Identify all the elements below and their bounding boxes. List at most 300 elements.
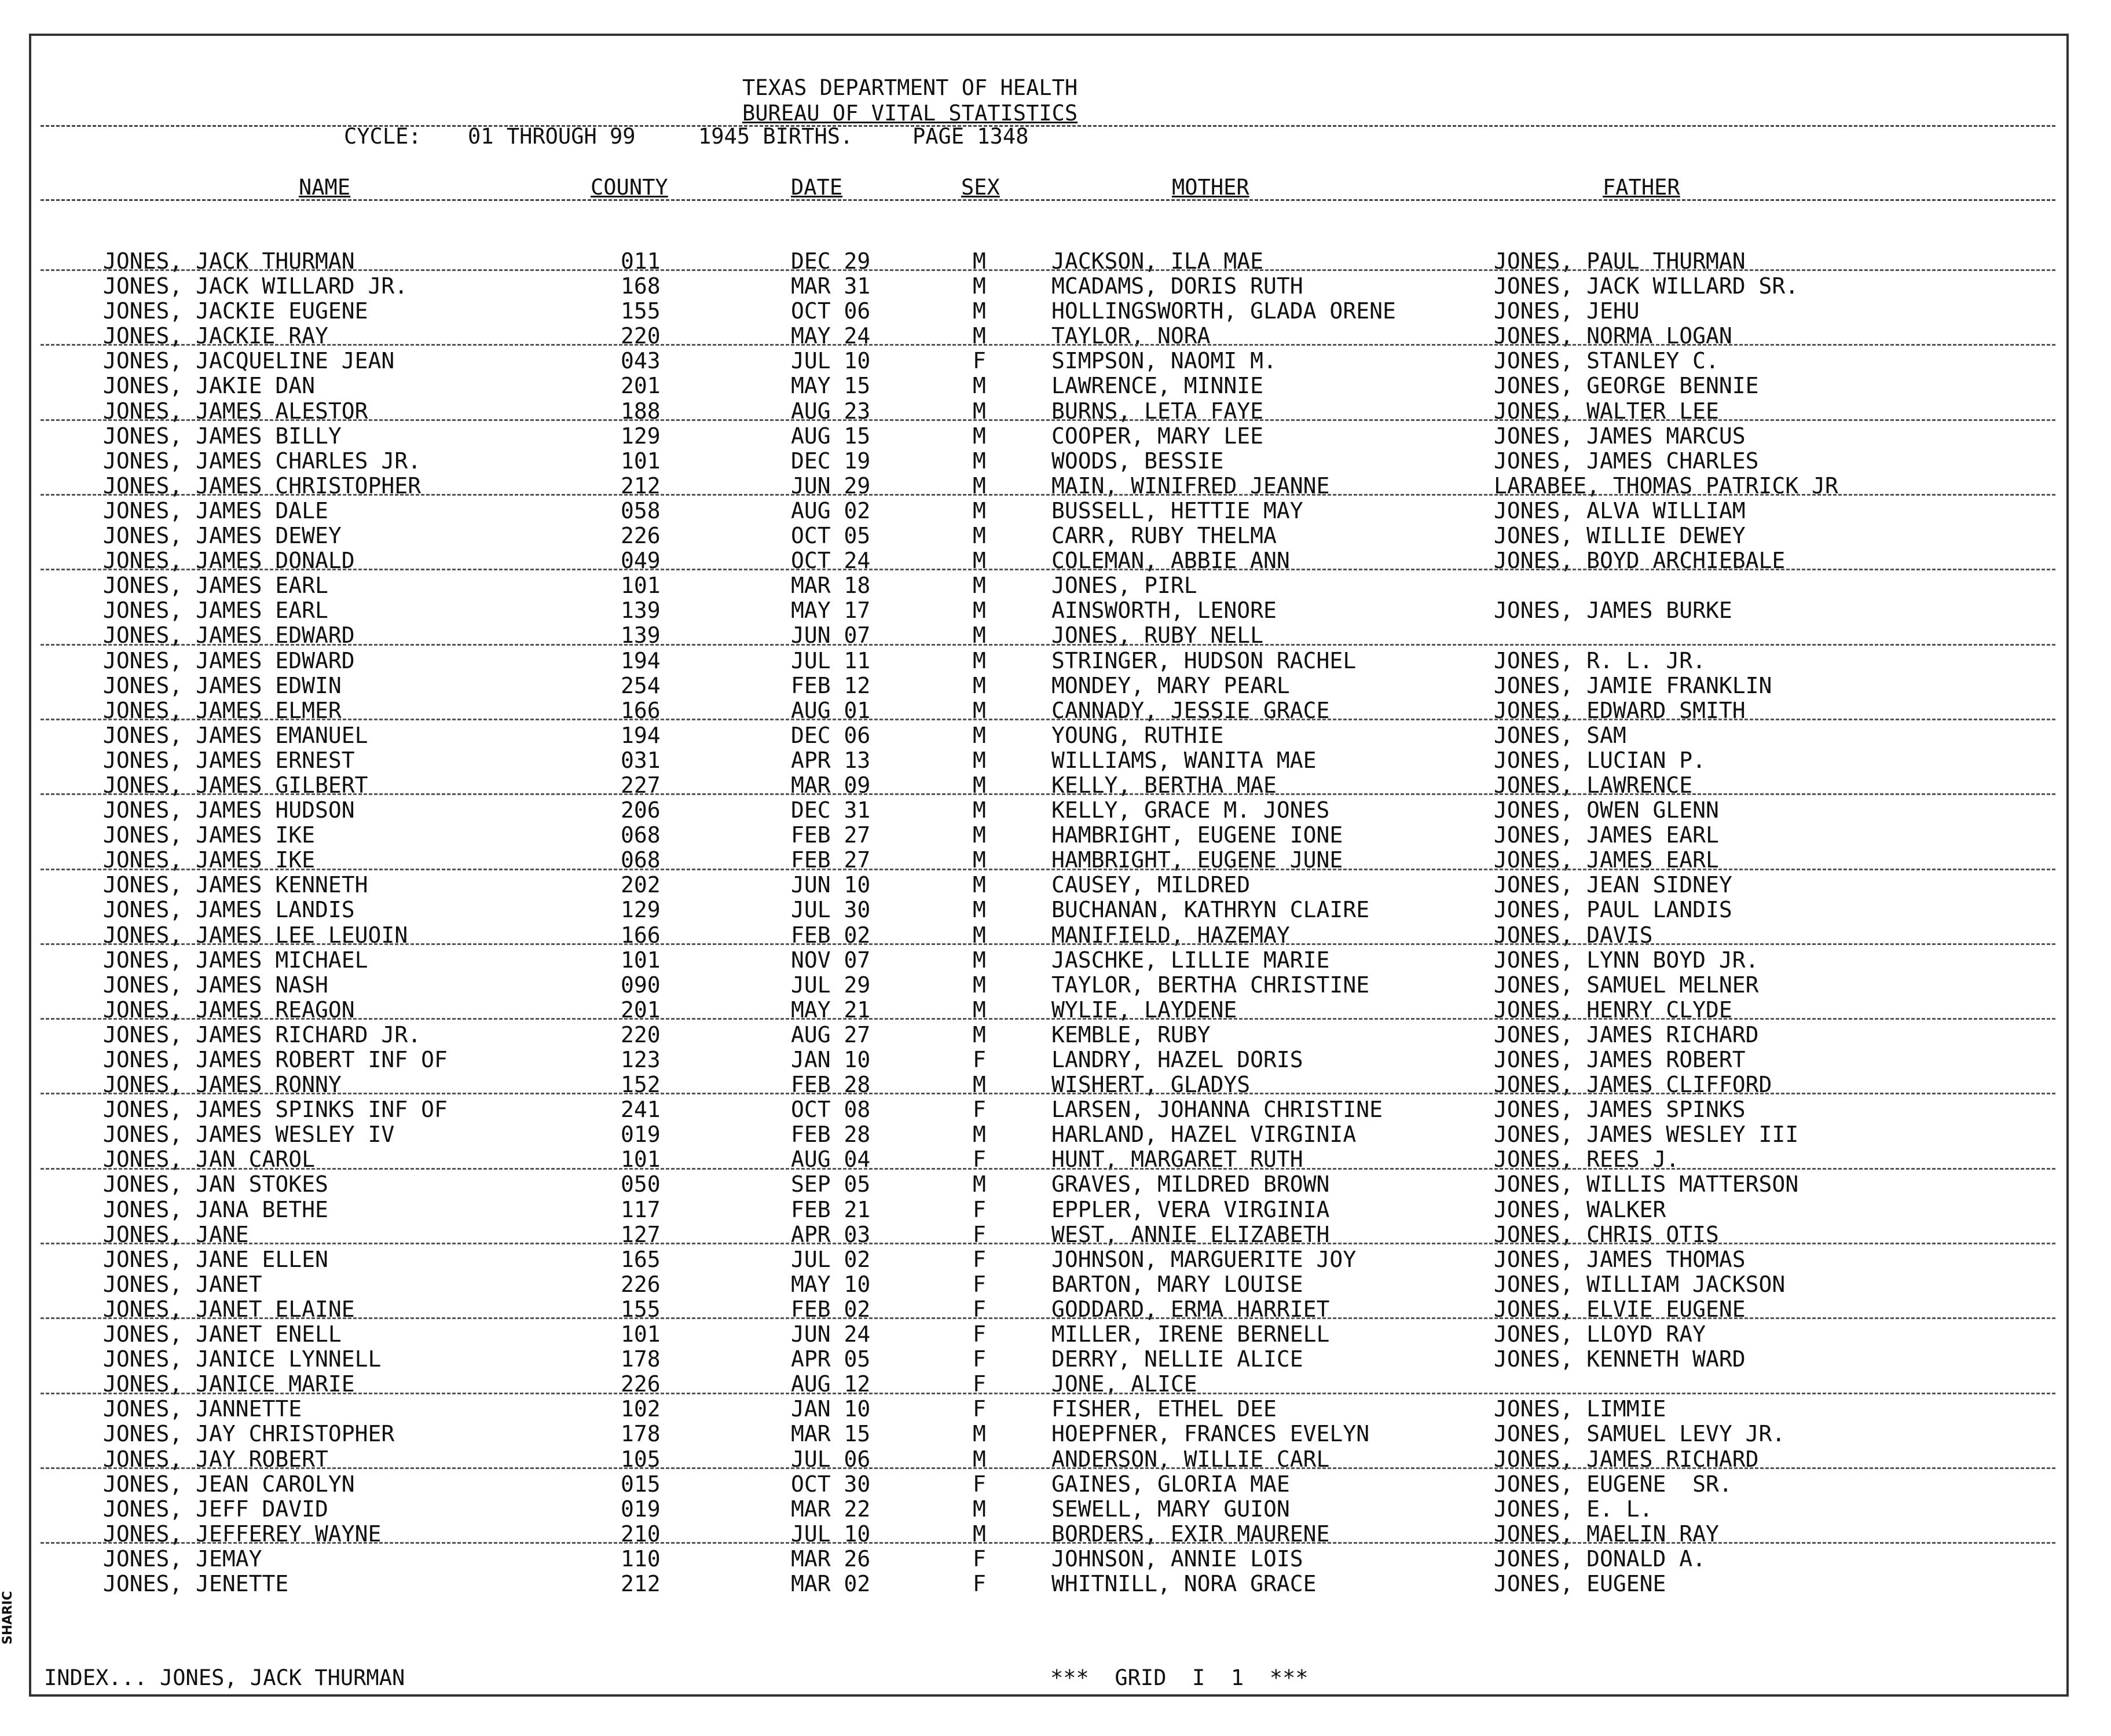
row-separator <box>41 1093 2055 1094</box>
record-name: JONES, JANET ENELL <box>103 1321 342 1347</box>
record-father: JONES, JAMES THOMAS <box>1494 1246 1746 1272</box>
record-father: JONES, JAMES EARL <box>1494 847 1719 873</box>
row-separator <box>41 569 2055 570</box>
record-father: JONES, JAMES CLIFFORD <box>1494 1072 1772 1098</box>
record-county: 019 <box>621 1496 661 1522</box>
record-mother: YOUNG, RUTHIE <box>1051 722 1224 748</box>
record-date: MAR 31 <box>791 273 871 299</box>
record-father: JONES, EUGENE SR. <box>1494 1471 1732 1497</box>
table-row <box>0 1122 2111 1147</box>
record-date: FEB 28 <box>791 1072 871 1098</box>
record-sex: F <box>973 1346 986 1372</box>
record-county: 102 <box>621 1396 661 1422</box>
record-mother: KELLY, GRACE M. JONES <box>1051 797 1330 823</box>
record-mother: WOODS, BESSIE <box>1051 448 1224 474</box>
record-county: 210 <box>621 1521 661 1547</box>
record-date: FEB 28 <box>791 1122 871 1148</box>
table-row <box>0 349 2111 373</box>
table-row <box>0 1097 2111 1122</box>
table-row <box>0 823 2111 848</box>
record-name: JONES, JEMAY <box>103 1545 262 1572</box>
table-row <box>0 1172 2111 1197</box>
record-father: JONES, JAMES RICHARD <box>1494 1021 1759 1048</box>
record-name: JONES, JAMES DEWEY <box>103 523 342 549</box>
record-father: JONES, JEHU <box>1494 298 1640 324</box>
record-sex: M <box>973 398 986 424</box>
record-mother: CARR, RUBY THELMA <box>1051 523 1277 549</box>
record-mother: JONE, ALICE <box>1051 1371 1197 1397</box>
record-county: 127 <box>621 1221 661 1247</box>
record-mother: HAMBRIGHT, EUGENE IONE <box>1051 822 1343 848</box>
record-mother: AINSWORTH, LENORE <box>1051 598 1277 624</box>
record-father: JONES, JAMES WESLEY III <box>1494 1122 1799 1148</box>
bureau-title: BUREAU OF VITAL STATISTICS <box>742 101 1078 126</box>
column-header-date: DATE <box>791 175 843 200</box>
record-mother: HOEPFNER, FRANCES EVELYN <box>1051 1421 1370 1447</box>
record-mother: BUCHANAN, KATHRYN CLAIRE <box>1051 897 1370 923</box>
record-name: JONES, JAMES ERNEST <box>103 747 355 773</box>
record-sex: F <box>973 1196 986 1222</box>
record-county: 178 <box>621 1421 661 1447</box>
record-mother: MANIFIELD, HAZEMAY <box>1051 922 1290 948</box>
table-row <box>0 1247 2111 1272</box>
record-mother: GODDARD, ERMA HARRIET <box>1051 1296 1330 1322</box>
record-name: JONES, JAMES WESLEY IV <box>103 1122 395 1148</box>
record-sex: M <box>973 248 986 274</box>
record-father: LARABEE, THOMAS PATRICK JR <box>1494 473 1838 499</box>
index-label: INDEX... <box>44 1665 148 1690</box>
record-mother: GRAVES, MILDRED BROWN <box>1051 1171 1330 1197</box>
row-separator <box>41 1168 2055 1170</box>
record-sex: M <box>973 573 986 599</box>
column-header-father: FATHER <box>1603 175 1680 200</box>
record-county: 129 <box>621 897 661 923</box>
record-father: JONES, CHRIS OTIS <box>1494 1221 1719 1247</box>
record-date: MAR 02 <box>791 1570 871 1596</box>
record-sex: M <box>973 1421 986 1447</box>
record-sex: M <box>973 1122 986 1148</box>
row-separator <box>41 1317 2055 1319</box>
record-county: 206 <box>621 797 661 823</box>
record-sex: M <box>973 273 986 299</box>
row-separator <box>41 1467 2055 1469</box>
row-separator <box>41 943 2055 945</box>
record-name: JONES, JAMES RONNY <box>103 1072 342 1098</box>
record-father: JONES, SAMUEL LEVY JR. <box>1494 1421 1786 1447</box>
record-father: JONES, OWEN GLENN <box>1494 797 1719 823</box>
record-father: JONES, NORMA LOGAN <box>1494 323 1732 349</box>
record-father: JONES, DAVIS <box>1494 922 1653 948</box>
record-name: JONES, JAMES ALESTOR <box>103 398 368 424</box>
record-sex: M <box>973 323 986 349</box>
record-mother: BURNS, LETA FAYE <box>1051 398 1264 424</box>
record-name: JONES, JAMES IKE <box>103 822 316 848</box>
record-date: MAY 24 <box>791 323 871 349</box>
record-name: JONES, JAMES NASH <box>103 972 328 998</box>
record-mother: HOLLINGSWORTH, GLADA ORENE <box>1051 298 1396 324</box>
table-row <box>0 573 2111 598</box>
record-county: 227 <box>621 772 661 798</box>
record-date: MAR 15 <box>791 1421 871 1447</box>
record-sex: M <box>973 997 986 1023</box>
record-sex: F <box>973 1321 986 1347</box>
record-county: 166 <box>621 697 661 723</box>
record-father: JONES, STANLEY C. <box>1494 348 1719 374</box>
record-name: JONES, JANICE MARIE <box>103 1371 355 1397</box>
record-date: DEC 31 <box>791 797 871 823</box>
record-name: JONES, JAMES EDWARD <box>103 622 355 649</box>
record-date: DEC 19 <box>791 448 871 474</box>
record-father: JONES, JAMES EARL <box>1494 822 1719 848</box>
record-county: 166 <box>621 922 661 948</box>
record-county: 101 <box>621 947 661 973</box>
record-sex: M <box>973 1021 986 1048</box>
records-table <box>0 249 2111 1596</box>
record-father: JONES, LIMMIE <box>1494 1396 1666 1422</box>
record-name: JONES, JANNETTE <box>103 1396 302 1422</box>
record-name: JONES, JAMES CHARLES JR. <box>103 448 422 474</box>
record-name: JONES, JEFFEREY WAYNE <box>103 1521 382 1547</box>
record-mother: WYLIE, LAYDENE <box>1051 997 1237 1023</box>
record-sex: F <box>973 1147 986 1173</box>
record-date: NOV 07 <box>791 947 871 973</box>
row-separator <box>41 344 2055 346</box>
record-county: 226 <box>621 523 661 549</box>
column-header-mother: MOTHER <box>1172 175 1249 200</box>
record-county: 155 <box>621 298 661 324</box>
record-county: 201 <box>621 997 661 1023</box>
record-county: 011 <box>621 248 661 274</box>
record-father: JONES, WILLIS MATTERSON <box>1494 1171 1799 1197</box>
record-sex: F <box>973 1271 986 1297</box>
record-date: OCT 24 <box>791 548 871 574</box>
record-father: JONES, PAUL THURMAN <box>1494 248 1746 274</box>
record-name: JONES, JANET <box>103 1271 262 1297</box>
table-row <box>0 424 2111 449</box>
record-sex: F <box>973 348 986 374</box>
record-date: JAN 10 <box>791 1047 871 1072</box>
record-mother: JASCHKE, LILLIE MARIE <box>1051 947 1330 973</box>
record-date: APR 13 <box>791 747 871 773</box>
record-sex: M <box>973 847 986 873</box>
record-mother: JACKSON, ILA MAE <box>1051 248 1264 274</box>
record-name: JONES, JAMES RICHARD JR. <box>103 1021 422 1048</box>
record-mother: CAUSEY, MILDRED <box>1051 872 1251 898</box>
record-date: JUN 07 <box>791 622 871 649</box>
record-county: 101 <box>621 573 661 599</box>
grid-label: *** GRID I 1 *** <box>1050 1665 1309 1690</box>
table-row <box>0 1497 2111 1522</box>
record-date: OCT 08 <box>791 1097 871 1123</box>
record-date: MAY 15 <box>791 373 871 399</box>
row-separator <box>41 1542 2055 1544</box>
record-mother: JONES, PIRL <box>1051 573 1197 599</box>
record-father: JONES, SAMUEL MELNER <box>1494 972 1759 998</box>
record-sex: M <box>973 722 986 748</box>
record-sex: F <box>973 1296 986 1322</box>
page-number: PAGE 1348 <box>912 124 1029 149</box>
record-mother: MCADAMS, DORIS RUTH <box>1051 273 1303 299</box>
record-county: 123 <box>621 1047 661 1072</box>
table-row <box>0 523 2111 548</box>
record-father: JONES, BOYD ARCHIEBALE <box>1494 548 1786 574</box>
record-sex: M <box>973 822 986 848</box>
record-date: AUG 02 <box>791 497 871 523</box>
record-name: JONES, JAMES BILLY <box>103 423 342 449</box>
record-sex: F <box>973 1570 986 1596</box>
record-father: JONES, JAMES SPINKS <box>1494 1097 1746 1123</box>
table-row <box>0 898 2111 922</box>
record-county: 090 <box>621 972 661 998</box>
record-date: JUL 02 <box>791 1246 871 1272</box>
record-mother: BARTON, MARY LOUISE <box>1051 1271 1303 1297</box>
record-father: JONES, PAUL LANDIS <box>1494 897 1732 923</box>
record-sex: M <box>973 697 986 723</box>
record-sex: M <box>973 747 986 773</box>
record-father: JONES, DONALD A. <box>1494 1545 1706 1572</box>
table-row <box>0 449 2111 474</box>
record-mother: STRINGER, HUDSON RACHEL <box>1051 647 1357 673</box>
record-name: JONES, JAMES REAGON <box>103 997 355 1023</box>
record-sex: M <box>973 972 986 998</box>
record-sex: M <box>973 1496 986 1522</box>
record-date: JAN 10 <box>791 1396 871 1422</box>
record-name: JONES, JAN CAROL <box>103 1147 316 1173</box>
record-date: MAY 10 <box>791 1271 871 1297</box>
record-father: JONES, REES J. <box>1494 1147 1680 1173</box>
table-row <box>0 1422 2111 1446</box>
record-sex: M <box>973 897 986 923</box>
record-mother: HAMBRIGHT, EUGENE JUNE <box>1051 847 1343 873</box>
record-mother: MILLER, IRENE BERNELL <box>1051 1321 1330 1347</box>
record-sex: M <box>973 473 986 499</box>
record-mother: WILLIAMS, WANITA MAE <box>1051 747 1317 773</box>
record-name: JONES, JAMES HUDSON <box>103 797 355 823</box>
record-sex: M <box>973 298 986 324</box>
record-sex: M <box>973 1446 986 1472</box>
record-name: JONES, JANE <box>103 1221 249 1247</box>
record-father: JONES, ALVA WILLIAM <box>1494 497 1746 523</box>
record-sex: M <box>973 797 986 823</box>
record-date: SEP 05 <box>791 1171 871 1197</box>
record-county: 031 <box>621 747 661 773</box>
record-date: JUL 11 <box>791 647 871 673</box>
record-date: AUG 23 <box>791 398 871 424</box>
table-row <box>0 873 2111 898</box>
record-name: JONES, JANICE LYNNELL <box>103 1346 382 1372</box>
record-date: OCT 06 <box>791 298 871 324</box>
record-county: 220 <box>621 1021 661 1048</box>
record-father: JONES, JEAN SIDNEY <box>1494 872 1732 898</box>
record-mother: SIMPSON, NAOMI M. <box>1051 348 1277 374</box>
record-date: OCT 30 <box>791 1471 871 1497</box>
record-date: JUL 10 <box>791 1521 871 1547</box>
record-father: JONES, KENNETH WARD <box>1494 1346 1746 1372</box>
row-separator <box>41 644 2055 646</box>
record-sex: M <box>973 647 986 673</box>
table-row <box>0 798 2111 823</box>
record-father: JONES, EDWARD SMITH <box>1494 697 1746 723</box>
record-county: 188 <box>621 398 661 424</box>
record-date: MAY 17 <box>791 598 871 624</box>
record-sex: M <box>973 423 986 449</box>
record-county: 155 <box>621 1296 661 1322</box>
table-row <box>0 373 2111 398</box>
record-name: JONES, JAY CHRISTOPHER <box>103 1421 395 1447</box>
row-separator <box>41 419 2055 421</box>
record-county: 226 <box>621 1371 661 1397</box>
table-row <box>0 1347 2111 1372</box>
record-sex: M <box>973 598 986 624</box>
record-sex: M <box>973 497 986 523</box>
record-date: APR 05 <box>791 1346 871 1372</box>
record-date: JUL 10 <box>791 348 871 374</box>
record-sex: M <box>973 1521 986 1547</box>
record-county: 202 <box>621 872 661 898</box>
record-date: AUG 27 <box>791 1021 871 1048</box>
record-name: JONES, JAMES EMANUEL <box>103 722 368 748</box>
record-county: 101 <box>621 1321 661 1347</box>
row-separator <box>41 869 2055 870</box>
record-county: 101 <box>621 448 661 474</box>
record-mother: ANDERSON, WILLIE CARL <box>1051 1446 1330 1472</box>
record-father: JONES, GEORGE BENNIE <box>1494 373 1759 399</box>
record-county: 212 <box>621 1570 661 1596</box>
record-sex: F <box>973 1471 986 1497</box>
record-sex: F <box>973 1221 986 1247</box>
record-county: 254 <box>621 672 661 698</box>
table-row <box>0 1572 2111 1596</box>
table-row <box>0 748 2111 773</box>
record-mother: MAIN, WINIFRED JEANNE <box>1051 473 1330 499</box>
record-sex: F <box>973 1396 986 1422</box>
record-county: 110 <box>621 1545 661 1572</box>
record-name: JONES, JAMES MICHAEL <box>103 947 368 973</box>
record-mother: WHITNILL, NORA GRACE <box>1051 1570 1317 1596</box>
record-date: AUG 01 <box>791 697 871 723</box>
record-name: JONES, JAMES GILBERT <box>103 772 368 798</box>
record-father: JONES, E. L. <box>1494 1496 1653 1522</box>
record-sex: M <box>973 872 986 898</box>
record-date: MAR 09 <box>791 772 871 798</box>
record-name: JONES, JANET ELAINE <box>103 1296 355 1322</box>
record-date: MAY 21 <box>791 997 871 1023</box>
record-mother: MONDEY, MARY PEARL <box>1051 672 1290 698</box>
record-father: JONES, WALKER <box>1494 1196 1666 1222</box>
record-county: 068 <box>621 822 661 848</box>
record-mother: GAINES, GLORIA MAE <box>1051 1471 1290 1497</box>
births-label: 1945 BIRTHS. <box>698 124 853 149</box>
record-sex: F <box>973 1246 986 1272</box>
record-father: JONES, JACK WILLARD SR. <box>1494 273 1799 299</box>
record-name: JONES, JEAN CAROLYN <box>103 1471 355 1497</box>
table-row <box>0 1023 2111 1048</box>
record-mother: DERRY, NELLIE ALICE <box>1051 1346 1303 1372</box>
table-row <box>0 948 2111 973</box>
record-sex: F <box>973 1371 986 1397</box>
column-header-name: NAME <box>299 175 351 200</box>
record-county: 241 <box>621 1097 661 1123</box>
record-county: 105 <box>621 1446 661 1472</box>
record-county: 101 <box>621 1147 661 1173</box>
record-county: 168 <box>621 273 661 299</box>
record-name: JONES, JACKIE EUGENE <box>103 298 368 324</box>
row-separator <box>41 269 2055 271</box>
record-county: 139 <box>621 598 661 624</box>
record-county: 015 <box>621 1471 661 1497</box>
record-date: MAR 18 <box>791 573 871 599</box>
record-sex: M <box>973 947 986 973</box>
record-sex: M <box>973 548 986 574</box>
record-date: DEC 06 <box>791 722 871 748</box>
record-mother: TAYLOR, BERTHA CHRISTINE <box>1051 972 1370 998</box>
record-county: 050 <box>621 1171 661 1197</box>
record-county: 139 <box>621 622 661 649</box>
record-father: JONES, HENRY CLYDE <box>1494 997 1732 1023</box>
table-row <box>0 673 2111 698</box>
record-mother: CANNADY, JESSIE GRACE <box>1051 697 1330 723</box>
record-mother: HARLAND, HAZEL VIRGINIA <box>1051 1122 1357 1148</box>
row-separator <box>41 1018 2055 1020</box>
index-name: JONES, JACK THURMAN <box>160 1665 405 1690</box>
record-county: 043 <box>621 348 661 374</box>
record-mother: KEMBLE, RUBY <box>1051 1021 1211 1048</box>
dept-title: TEXAS DEPARTMENT OF HEALTH <box>742 75 1078 100</box>
record-sex: M <box>973 922 986 948</box>
record-date: FEB 27 <box>791 847 871 873</box>
record-date: FEB 02 <box>791 922 871 948</box>
table-row <box>0 1197 2111 1222</box>
record-father: JONES, MAELIN RAY <box>1494 1521 1719 1547</box>
record-date: JUL 30 <box>791 897 871 923</box>
column-header-rule <box>41 199 2055 201</box>
record-sex: M <box>973 523 986 549</box>
record-mother: KELLY, BERTHA MAE <box>1051 772 1277 798</box>
row-separator <box>41 1393 2055 1394</box>
record-father: JONES, WILLIAM JACKSON <box>1494 1271 1786 1297</box>
record-father: JONES, JAMIE FRANKLIN <box>1494 672 1772 698</box>
record-date: JUL 29 <box>791 972 871 998</box>
record-father: JONES, SAM <box>1494 722 1626 748</box>
record-name: JONES, JAMES DONALD <box>103 548 355 574</box>
record-mother: SEWELL, MARY GUION <box>1051 1496 1290 1522</box>
cycle-value: 01 THROUGH 99 <box>468 124 636 149</box>
record-mother: JOHNSON, MARGUERITE JOY <box>1051 1246 1357 1272</box>
record-name: JONES, JAY ROBERT <box>103 1446 328 1472</box>
record-father: JONES, JAMES ROBERT <box>1494 1047 1746 1072</box>
record-father: JONES, LYNN BOYD JR. <box>1494 947 1759 973</box>
record-date: JUN 29 <box>791 473 871 499</box>
record-county: 178 <box>621 1346 661 1372</box>
record-name: JONES, JEFF DAVID <box>103 1496 328 1522</box>
record-date: JUN 24 <box>791 1321 871 1347</box>
record-name: JONES, JAMES SPINKS INF OF <box>103 1097 448 1123</box>
record-father: JONES, EUGENE <box>1494 1570 1666 1596</box>
record-county: 212 <box>621 473 661 499</box>
table-row <box>0 598 2111 623</box>
record-name: JONES, JACQUELINE JEAN <box>103 348 395 374</box>
record-county: 049 <box>621 548 661 574</box>
record-date: AUG 15 <box>791 423 871 449</box>
record-sex: M <box>973 1072 986 1098</box>
record-mother: TAYLOR, NORA <box>1051 323 1211 349</box>
cycle-label: CYCLE: <box>344 124 422 149</box>
record-date: FEB 12 <box>791 672 871 698</box>
record-name: JONES, JACK THURMAN <box>103 248 355 274</box>
record-date: AUG 12 <box>791 1371 871 1397</box>
record-mother: BUSSELL, HETTIE MAY <box>1051 497 1303 523</box>
row-separator <box>41 793 2055 795</box>
